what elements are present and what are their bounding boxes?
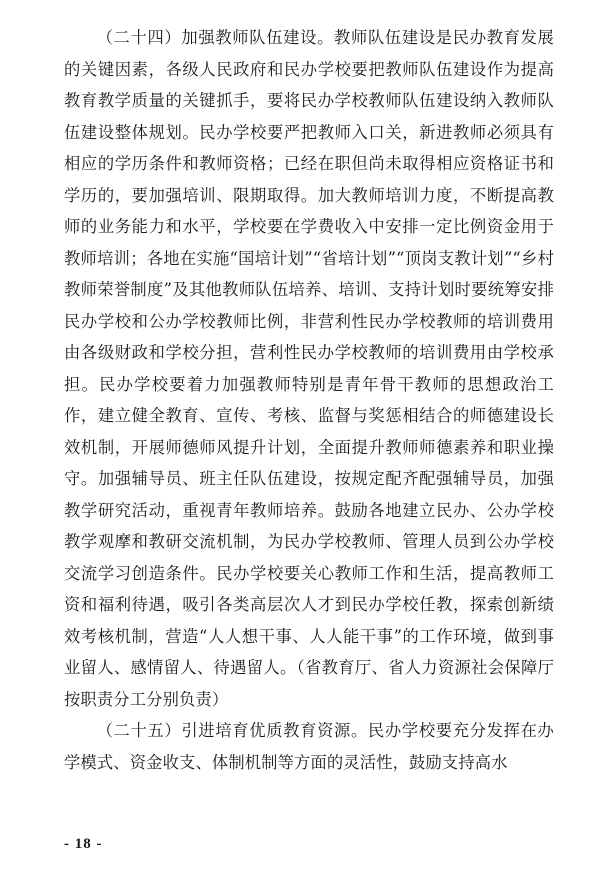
page-number: - 18 - [64, 836, 103, 852]
body-text [64, 22, 554, 778]
paragraph-24: （二十四）加强教师队伍建设。教师队伍建设是民办教育发展的关键因素，各级人民政府和民办学校要把教师队伍建设作为提高教育教学质量的关键抓手，要将民办学校教师队伍建设纳入教师队伍建设整体规划。民办学校要严把教师入口关，新进教师必须具有相应的学历条件和教师资格；已经在职但尚未取得相应资格证书和学历的，要加强培训、限期取得。加大教师培训力度，不断提高教师的业务能力和水平，学校要在学费收入中安排一定比例资金用于教师培训；各地在实施“国培计划”“省培计划”“顶岗支教计划”“乡村教师荣誉制度”及其他教师队伍培养、培训、支持计划时要统筹安排民办学校和公办学校教师比例，非营利性民办学校教师的培训费用由各级财政和学校分担，营利性民办学校教师的培训费用由学校承担。民办学校要着力加强教师特别是青年骨干教师的思想政治工作，建立健全教育、宣传、考核、监督与奖惩相结合的师德建设长效机制，开展师德师风提升计划，全面提升教师师德素养和职业操守。加强辅导员、班主任队伍建设，按规定配齐配强辅导员，加强教学研究活动，重视青年教师培养。鼓励各地建立民办、公办学校教学观摩和教研交流机制，为民办学校教师、管理人员到公办学校交流学习创造条件。民办学校要关心教师工作和生活，提高教师工资和福利待遇，吸引各类高层次人才到民办学校任教，探索创新绩效考核机制，营造“人人想干事、人人能干事”的工作环境，做到事业留人、感情留人、待遇留人。（省教育厅、省人力资源社会保障厅按职责分工分别负责） [64, 28, 554, 709]
paragraph-25: （二十五）引进培育优质教育资源。民办学校要充分发挥在办学模式、资金收支、体制机制等方面的灵活性，鼓励支持高水 [64, 721, 554, 772]
